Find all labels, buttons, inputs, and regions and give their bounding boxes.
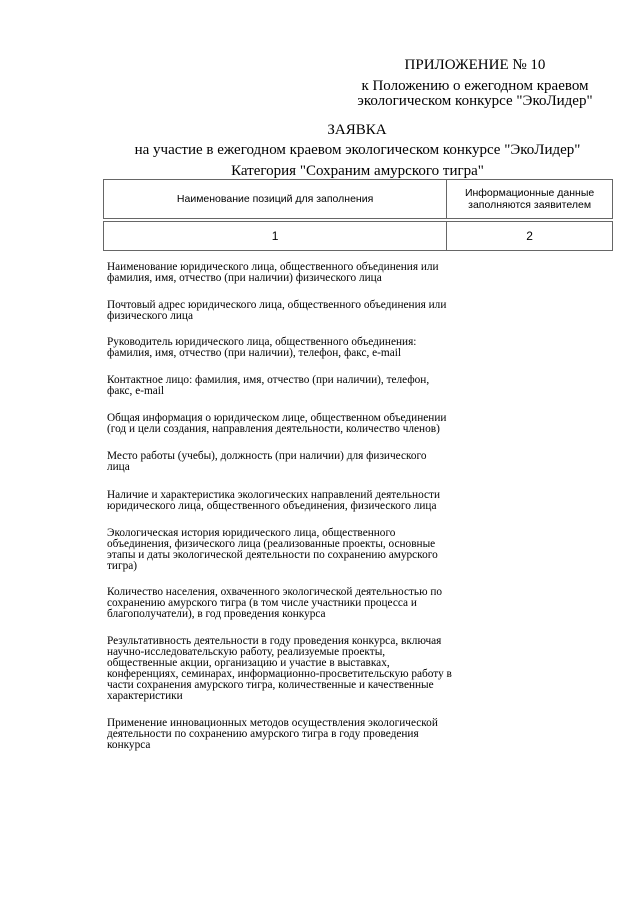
column-header-applicant-data: Информационные данные заполняются заявителем (447, 180, 613, 219)
appendix-block (340, 58, 610, 109)
appendix-line-1: к Положению о ежегодном краевом (361, 78, 589, 94)
column-number-2: 2 (447, 222, 613, 251)
form-item-head: Руководитель юридического лица, общественного объединения: фамилия, имя, отчество (при наличии), телефон, факс, e-mail (107, 336, 417, 359)
column-number-1: 1 (104, 222, 447, 251)
form-item-postal-address: Почтовый адрес юридического лица, общественного объединения или физического лица (107, 299, 447, 322)
form-items-list (107, 262, 452, 751)
appendix-line-2: экологическом конкурсе "ЭкоЛидер" (357, 93, 593, 109)
column-header-positions: Наименование позиций для заполнения (104, 180, 447, 219)
table-header (103, 179, 613, 219)
form-item-eco-history: Экологическая история юридического лица, общественного объединения, физического лица (реализованные проекты, основные этапы и даты экологической деятельности по сохранению амурского тигра) (107, 527, 438, 572)
form-item-general-info: Общая информация о юридическом лице, общественном объединении (год и цели создания, направления деятельности, количество членов) (107, 412, 447, 435)
form-item-population-covered: Количество населения, охваченного экологической деятельностью по сохранению амурского тигра (в том числе участники процесса и благополучатели), в год проведения конкурса (107, 586, 443, 620)
document-subtitle: на участие в ежегодном краевом экологическом конкурсе "ЭкоЛидер" (134, 142, 581, 158)
form-item-innovative-methods: Применение инновационных методов осуществления экологической деятельности по сохранению амурского тигра в году проведения конкурса (107, 717, 438, 751)
form-item-contact-person: Контактное лицо: фамилия, имя, отчество (при наличии), телефон, факс, e-mail (107, 374, 430, 397)
table-number-row (104, 222, 613, 251)
form-item-effectiveness: Результативность деятельности в году проведения конкурса, включая научно-исследовательскую работу, реализуемые проекты, общественные акции, организацию и участие в выставках, конференциях, семинарах, информационно-просветительскую работу в части сохранения амурского тигра, количественные и качественные характеристики (107, 635, 452, 702)
form-item-name: Наименование юридического лица, общественного объединения или фамилия, имя, отчество (при наличии) физического лица (107, 261, 439, 284)
form-item-eco-directions: Наличие и характеристика экологических направлений деятельности юридического лица, общественного объединения, физического лица (107, 489, 441, 512)
document-category: Категория "Сохраним амурского тигра" (231, 163, 484, 179)
form-item-workplace: Место работы (учебы), должность (при наличии) для физического лица (107, 450, 427, 473)
document-title: ЗАЯВКА (327, 122, 387, 138)
table-column-numbers (103, 221, 613, 251)
table-header-row (104, 180, 613, 219)
appendix-number: ПРИЛОЖЕНИЕ № 10 (404, 57, 546, 73)
